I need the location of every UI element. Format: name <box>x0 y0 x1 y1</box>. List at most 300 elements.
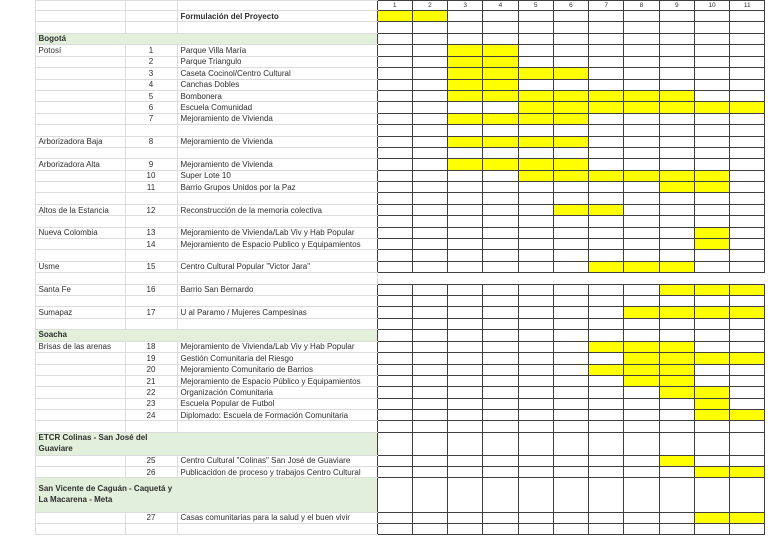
timeline-cell[interactable] <box>589 467 624 478</box>
gantt-bar-cell[interactable] <box>694 307 729 318</box>
timeline-cell[interactable] <box>624 398 659 409</box>
timeline-cell[interactable] <box>553 307 588 318</box>
cell-location[interactable] <box>35 125 125 136</box>
cell-project[interactable] <box>177 216 377 227</box>
timeline-cell[interactable] <box>448 467 483 478</box>
cell-location[interactable] <box>35 318 125 329</box>
cell-number[interactable] <box>125 147 177 158</box>
timeline-cell[interactable] <box>448 284 483 295</box>
timeline-cell[interactable] <box>377 79 412 90</box>
gantt-bar-cell[interactable] <box>448 68 483 79</box>
timeline-cell[interactable] <box>589 22 624 33</box>
timeline-cell[interactable] <box>553 125 588 136</box>
gantt-bar-cell[interactable] <box>448 136 483 147</box>
timeline-cell[interactable] <box>659 432 694 455</box>
cell-location[interactable] <box>35 90 125 101</box>
timeline-cell[interactable] <box>553 33 588 45</box>
timeline-cell[interactable] <box>448 216 483 227</box>
timeline-cell[interactable] <box>483 11 518 22</box>
timeline-cell[interactable] <box>589 432 624 455</box>
timeline-cell[interactable] <box>624 159 659 170</box>
cell-location[interactable] <box>35 455 125 466</box>
timeline-header-cell[interactable]: 10 <box>694 1 729 11</box>
timeline-cell[interactable] <box>412 239 447 250</box>
gantt-bar-cell[interactable] <box>694 512 729 523</box>
timeline-cell[interactable] <box>624 421 659 432</box>
timeline-cell[interactable] <box>483 410 518 421</box>
timeline-cell[interactable] <box>412 102 447 113</box>
gantt-bar-cell[interactable] <box>659 353 694 364</box>
timeline-cell[interactable] <box>483 467 518 478</box>
cell-number[interactable]: 15 <box>125 261 177 272</box>
timeline-cell[interactable] <box>553 364 588 375</box>
timeline-cell[interactable] <box>448 432 483 455</box>
timeline-cell[interactable] <box>624 295 659 306</box>
timeline-header-cell[interactable]: 4 <box>483 1 518 11</box>
timeline-cell[interactable] <box>412 33 447 45</box>
timeline-cell[interactable] <box>448 353 483 364</box>
timeline-cell[interactable] <box>589 524 624 535</box>
timeline-cell[interactable] <box>377 524 412 535</box>
timeline-cell[interactable] <box>518 467 553 478</box>
timeline-cell[interactable] <box>518 478 553 512</box>
timeline-cell[interactable] <box>624 512 659 523</box>
timeline-cell[interactable] <box>377 250 412 261</box>
cell-project[interactable]: Formulación del Proyecto <box>177 11 377 22</box>
timeline-cell[interactable] <box>553 375 588 386</box>
gantt-bar-cell[interactable] <box>659 90 694 101</box>
gantt-bar-cell[interactable] <box>659 341 694 352</box>
timeline-cell[interactable] <box>377 216 412 227</box>
timeline-cell[interactable] <box>694 375 729 386</box>
timeline-cell[interactable] <box>377 56 412 67</box>
timeline-cell[interactable] <box>730 261 765 272</box>
cell-number[interactable]: 12 <box>125 204 177 215</box>
timeline-cell[interactable] <box>518 56 553 67</box>
cell-location[interactable] <box>35 182 125 193</box>
timeline-cell[interactable] <box>553 398 588 409</box>
timeline-cell[interactable] <box>694 421 729 432</box>
timeline-cell[interactable] <box>518 33 553 45</box>
cell-number[interactable]: 20 <box>125 364 177 375</box>
cell-location[interactable]: Usme <box>35 261 125 272</box>
cell-project[interactable]: Centro Cultural Popular "Victor Jara" <box>177 261 377 272</box>
timeline-header-cell[interactable]: 3 <box>448 1 483 11</box>
timeline-cell[interactable] <box>377 467 412 478</box>
gantt-bar-cell[interactable] <box>730 284 765 295</box>
timeline-cell[interactable] <box>694 341 729 352</box>
gantt-bar-cell[interactable] <box>624 364 659 375</box>
timeline-cell[interactable] <box>412 22 447 33</box>
timeline-cell[interactable] <box>483 512 518 523</box>
cell-project[interactable] <box>177 318 377 329</box>
timeline-cell[interactable] <box>730 136 765 147</box>
cell-location[interactable] <box>35 239 125 250</box>
timeline-cell[interactable] <box>483 22 518 33</box>
gantt-bar-cell[interactable] <box>412 11 447 22</box>
timeline-cell[interactable] <box>412 341 447 352</box>
gantt-bar-cell[interactable] <box>624 353 659 364</box>
timeline-cell[interactable] <box>483 147 518 158</box>
cell-project[interactable] <box>177 193 377 204</box>
timeline-cell[interactable] <box>553 239 588 250</box>
timeline-cell[interactable] <box>448 182 483 193</box>
cell-location[interactable]: Altos de la Estancia <box>35 204 125 215</box>
timeline-cell[interactable] <box>553 182 588 193</box>
timeline-cell[interactable] <box>483 341 518 352</box>
timeline-cell[interactable] <box>412 375 447 386</box>
timeline-cell[interactable] <box>694 216 729 227</box>
timeline-cell[interactable] <box>483 261 518 272</box>
timeline-cell[interactable] <box>589 68 624 79</box>
timeline-cell[interactable] <box>553 45 588 56</box>
timeline-cell[interactable] <box>448 11 483 22</box>
timeline-cell[interactable] <box>589 125 624 136</box>
cell-number[interactable]: 8 <box>125 136 177 147</box>
cell-location[interactable] <box>35 22 125 33</box>
timeline-cell[interactable] <box>448 375 483 386</box>
cell-location[interactable]: Brisas de las arenas <box>35 341 125 352</box>
gantt-bar-cell[interactable] <box>518 136 553 147</box>
timeline-cell[interactable] <box>659 45 694 56</box>
timeline-cell[interactable] <box>553 284 588 295</box>
cell-location[interactable] <box>35 353 125 364</box>
timeline-cell[interactable] <box>483 318 518 329</box>
section-header-cell[interactable] <box>35 33 377 45</box>
timeline-cell[interactable] <box>518 125 553 136</box>
timeline-cell[interactable] <box>483 455 518 466</box>
timeline-cell[interactable] <box>659 330 694 342</box>
timeline-cell[interactable] <box>730 364 765 375</box>
timeline-cell[interactable] <box>624 467 659 478</box>
timeline-cell[interactable] <box>624 455 659 466</box>
timeline-header-cell[interactable]: 1 <box>377 1 412 11</box>
timeline-cell[interactable] <box>518 364 553 375</box>
cell-number[interactable] <box>125 11 177 22</box>
timeline-cell[interactable] <box>694 79 729 90</box>
timeline-cell[interactable] <box>624 284 659 295</box>
gantt-bar-cell[interactable] <box>624 375 659 386</box>
timeline-cell[interactable] <box>659 204 694 215</box>
timeline-cell[interactable] <box>518 330 553 342</box>
timeline-cell[interactable] <box>624 147 659 158</box>
timeline-cell[interactable] <box>624 478 659 512</box>
timeline-cell[interactable] <box>589 398 624 409</box>
timeline-cell[interactable] <box>483 239 518 250</box>
timeline-cell[interactable] <box>518 410 553 421</box>
gantt-bar-cell[interactable] <box>694 387 729 398</box>
timeline-cell[interactable] <box>730 193 765 204</box>
timeline-cell[interactable] <box>624 182 659 193</box>
timeline-cell[interactable] <box>377 33 412 45</box>
gantt-bar-cell[interactable] <box>694 398 729 409</box>
cell-project[interactable]: Centro Cultural "Colinas" San José de Guaviare <box>177 455 377 466</box>
timeline-cell[interactable] <box>553 330 588 342</box>
timeline-cell[interactable] <box>624 68 659 79</box>
section-header-cell[interactable] <box>35 330 377 342</box>
timeline-cell[interactable] <box>589 307 624 318</box>
cell-project[interactable]: Caseta Cocinol/Centro Cultural <box>177 68 377 79</box>
cell-location[interactable] <box>35 68 125 79</box>
timeline-cell[interactable] <box>377 261 412 272</box>
timeline-cell[interactable] <box>694 455 729 466</box>
timeline-cell[interactable] <box>694 45 729 56</box>
timeline-cell[interactable] <box>730 90 765 101</box>
timeline-header-cell[interactable]: 9 <box>659 1 694 11</box>
timeline-cell[interactable] <box>589 284 624 295</box>
gantt-bar-cell[interactable] <box>483 90 518 101</box>
timeline-cell[interactable] <box>730 341 765 352</box>
timeline-cell[interactable] <box>483 204 518 215</box>
cell-location[interactable] <box>35 273 125 284</box>
cell-project[interactable] <box>177 125 377 136</box>
header-location-cell[interactable] <box>35 1 125 11</box>
timeline-cell[interactable] <box>659 250 694 261</box>
timeline-cell[interactable] <box>448 125 483 136</box>
gantt-bar-cell[interactable] <box>694 227 729 238</box>
timeline-cell[interactable] <box>730 318 765 329</box>
timeline-cell[interactable] <box>483 216 518 227</box>
timeline-cell[interactable] <box>412 193 447 204</box>
cell-location[interactable] <box>35 398 125 409</box>
gantt-bar-cell[interactable] <box>624 90 659 101</box>
timeline-cell[interactable] <box>659 216 694 227</box>
timeline-cell[interactable] <box>730 45 765 56</box>
gantt-bar-cell[interactable] <box>518 170 553 181</box>
gantt-bar-cell[interactable] <box>730 102 765 113</box>
timeline-cell[interactable] <box>448 22 483 33</box>
cell-location[interactable] <box>35 79 125 90</box>
gantt-bar-cell[interactable] <box>483 79 518 90</box>
timeline-cell[interactable] <box>412 125 447 136</box>
cell-project[interactable]: Escuela Comunidad <box>177 102 377 113</box>
timeline-cell[interactable] <box>377 182 412 193</box>
timeline-cell[interactable] <box>448 421 483 432</box>
timeline-cell[interactable] <box>659 410 694 421</box>
header-number-cell[interactable] <box>125 1 177 11</box>
timeline-cell[interactable] <box>694 113 729 124</box>
timeline-cell[interactable] <box>412 421 447 432</box>
cell-number[interactable] <box>125 125 177 136</box>
timeline-cell[interactable] <box>589 45 624 56</box>
timeline-cell[interactable] <box>412 261 447 272</box>
timeline-cell[interactable] <box>377 68 412 79</box>
timeline-cell[interactable] <box>624 387 659 398</box>
timeline-cell[interactable] <box>448 239 483 250</box>
cell-location[interactable]: Arborizadora Alta <box>35 159 125 170</box>
timeline-cell[interactable] <box>730 387 765 398</box>
cell-number[interactable]: 13 <box>125 227 177 238</box>
timeline-cell[interactable] <box>589 410 624 421</box>
timeline-cell[interactable] <box>659 11 694 22</box>
timeline-cell[interactable] <box>589 455 624 466</box>
timeline-cell[interactable] <box>624 136 659 147</box>
timeline-cell[interactable] <box>659 159 694 170</box>
cell-project[interactable]: Reconstrucción de la memoria colectiva <box>177 204 377 215</box>
timeline-cell[interactable] <box>589 159 624 170</box>
timeline-cell[interactable] <box>412 284 447 295</box>
timeline-cell[interactable] <box>589 375 624 386</box>
timeline-cell[interactable] <box>412 364 447 375</box>
timeline-cell[interactable] <box>448 455 483 466</box>
cell-project[interactable]: Mejoramiento de Espacio Publico y Equipamientos <box>177 239 377 250</box>
cell-project[interactable] <box>177 524 377 535</box>
cell-project[interactable]: Mejoramiento de Vivienda/Lab Viv y Hab Popular <box>177 341 377 352</box>
timeline-cell[interactable] <box>553 11 588 22</box>
timeline-cell[interactable] <box>624 33 659 45</box>
timeline-cell[interactable] <box>553 193 588 204</box>
timeline-cell[interactable] <box>730 375 765 386</box>
timeline-cell[interactable] <box>694 68 729 79</box>
timeline-header-cell[interactable]: 6 <box>553 1 588 11</box>
timeline-cell[interactable] <box>483 387 518 398</box>
gantt-bar-cell[interactable] <box>483 45 518 56</box>
timeline-cell[interactable] <box>694 364 729 375</box>
timeline-cell[interactable] <box>553 387 588 398</box>
gantt-bar-cell[interactable] <box>730 353 765 364</box>
timeline-cell[interactable] <box>589 193 624 204</box>
timeline-cell[interactable] <box>448 250 483 261</box>
timeline-header-cell[interactable]: 11 <box>730 1 765 11</box>
timeline-cell[interactable] <box>448 398 483 409</box>
cell-project[interactable] <box>177 147 377 158</box>
timeline-cell[interactable] <box>659 227 694 238</box>
cell-number[interactable]: 6 <box>125 102 177 113</box>
cell-project[interactable]: Barrio Grupos Unidos por la Paz <box>177 182 377 193</box>
gantt-bar-cell[interactable] <box>448 90 483 101</box>
timeline-cell[interactable] <box>483 295 518 306</box>
timeline-cell[interactable] <box>412 330 447 342</box>
timeline-cell[interactable] <box>730 170 765 181</box>
timeline-cell[interactable] <box>448 204 483 215</box>
cell-location[interactable] <box>35 56 125 67</box>
timeline-cell[interactable] <box>694 204 729 215</box>
timeline-cell[interactable] <box>730 227 765 238</box>
timeline-cell[interactable] <box>448 524 483 535</box>
timeline-cell[interactable] <box>448 261 483 272</box>
timeline-cell[interactable] <box>483 478 518 512</box>
timeline-cell[interactable] <box>518 421 553 432</box>
timeline-cell[interactable] <box>448 318 483 329</box>
timeline-cell[interactable] <box>377 421 412 432</box>
timeline-cell[interactable] <box>553 318 588 329</box>
timeline-cell[interactable] <box>518 341 553 352</box>
gantt-bar-cell[interactable] <box>659 387 694 398</box>
timeline-cell[interactable] <box>448 307 483 318</box>
timeline-cell[interactable] <box>377 159 412 170</box>
cell-project[interactable]: U al Paramo / Mujeres Campesinas <box>177 307 377 318</box>
gantt-bar-cell[interactable] <box>553 68 588 79</box>
timeline-cell[interactable] <box>518 45 553 56</box>
timeline-cell[interactable] <box>448 364 483 375</box>
timeline-cell[interactable] <box>377 227 412 238</box>
timeline-cell[interactable] <box>377 147 412 158</box>
cell-number[interactable]: 22 <box>125 387 177 398</box>
cell-project[interactable]: Escuela Popular de Futbol <box>177 398 377 409</box>
cell-location[interactable]: Potosí <box>35 45 125 56</box>
gantt-bar-cell[interactable] <box>694 467 729 478</box>
timeline-cell[interactable] <box>412 398 447 409</box>
gantt-bar-cell[interactable] <box>659 284 694 295</box>
gantt-bar-cell[interactable] <box>448 45 483 56</box>
timeline-cell[interactable] <box>553 250 588 261</box>
gantt-bar-cell[interactable] <box>659 102 694 113</box>
gantt-bar-cell[interactable] <box>553 90 588 101</box>
timeline-cell[interactable] <box>589 330 624 342</box>
cell-project[interactable]: Parque Triangulo <box>177 56 377 67</box>
cell-number[interactable]: 1 <box>125 45 177 56</box>
timeline-cell[interactable] <box>483 193 518 204</box>
timeline-cell[interactable] <box>377 136 412 147</box>
timeline-cell[interactable] <box>377 387 412 398</box>
timeline-cell[interactable] <box>730 239 765 250</box>
timeline-cell[interactable] <box>412 182 447 193</box>
timeline-cell[interactable] <box>589 478 624 512</box>
timeline-cell[interactable] <box>730 204 765 215</box>
cell-location[interactable] <box>35 102 125 113</box>
cell-number[interactable]: 11 <box>125 182 177 193</box>
timeline-cell[interactable] <box>448 478 483 512</box>
timeline-cell[interactable] <box>412 113 447 124</box>
timeline-cell[interactable] <box>483 227 518 238</box>
timeline-cell[interactable] <box>589 295 624 306</box>
timeline-cell[interactable] <box>694 330 729 342</box>
timeline-cell[interactable] <box>730 455 765 466</box>
timeline-cell[interactable] <box>730 524 765 535</box>
timeline-cell[interactable] <box>730 398 765 409</box>
gantt-bar-cell[interactable] <box>659 375 694 386</box>
timeline-cell[interactable] <box>483 364 518 375</box>
timeline-cell[interactable] <box>589 147 624 158</box>
timeline-cell[interactable] <box>659 56 694 67</box>
cell-location[interactable] <box>35 11 125 22</box>
timeline-cell[interactable] <box>377 364 412 375</box>
timeline-cell[interactable] <box>589 353 624 364</box>
timeline-cell[interactable] <box>624 56 659 67</box>
timeline-cell[interactable] <box>412 318 447 329</box>
cell-number[interactable]: 19 <box>125 353 177 364</box>
timeline-cell[interactable] <box>377 330 412 342</box>
timeline-cell[interactable] <box>730 330 765 342</box>
cell-location[interactable] <box>35 387 125 398</box>
timeline-cell[interactable] <box>589 182 624 193</box>
gantt-bar-cell[interactable] <box>483 159 518 170</box>
timeline-cell[interactable] <box>412 227 447 238</box>
timeline-cell[interactable] <box>694 11 729 22</box>
timeline-header-cell[interactable]: 7 <box>589 1 624 11</box>
cell-number[interactable]: 26 <box>125 467 177 478</box>
timeline-cell[interactable] <box>553 261 588 272</box>
gantt-bar-cell[interactable] <box>553 204 588 215</box>
gantt-bar-cell[interactable] <box>483 136 518 147</box>
timeline-cell[interactable] <box>659 467 694 478</box>
timeline-cell[interactable] <box>659 22 694 33</box>
gantt-bar-cell[interactable] <box>518 113 553 124</box>
timeline-cell[interactable] <box>589 318 624 329</box>
timeline-cell[interactable] <box>448 387 483 398</box>
timeline-cell[interactable] <box>518 216 553 227</box>
timeline-cell[interactable] <box>624 524 659 535</box>
section-header-cell[interactable] <box>35 432 377 455</box>
timeline-cell[interactable] <box>483 250 518 261</box>
gantt-bar-cell[interactable] <box>659 364 694 375</box>
timeline-cell[interactable] <box>624 45 659 56</box>
timeline-cell[interactable] <box>624 227 659 238</box>
timeline-cell[interactable] <box>518 79 553 90</box>
timeline-cell[interactable] <box>412 455 447 466</box>
timeline-cell[interactable] <box>730 216 765 227</box>
timeline-cell[interactable] <box>659 239 694 250</box>
